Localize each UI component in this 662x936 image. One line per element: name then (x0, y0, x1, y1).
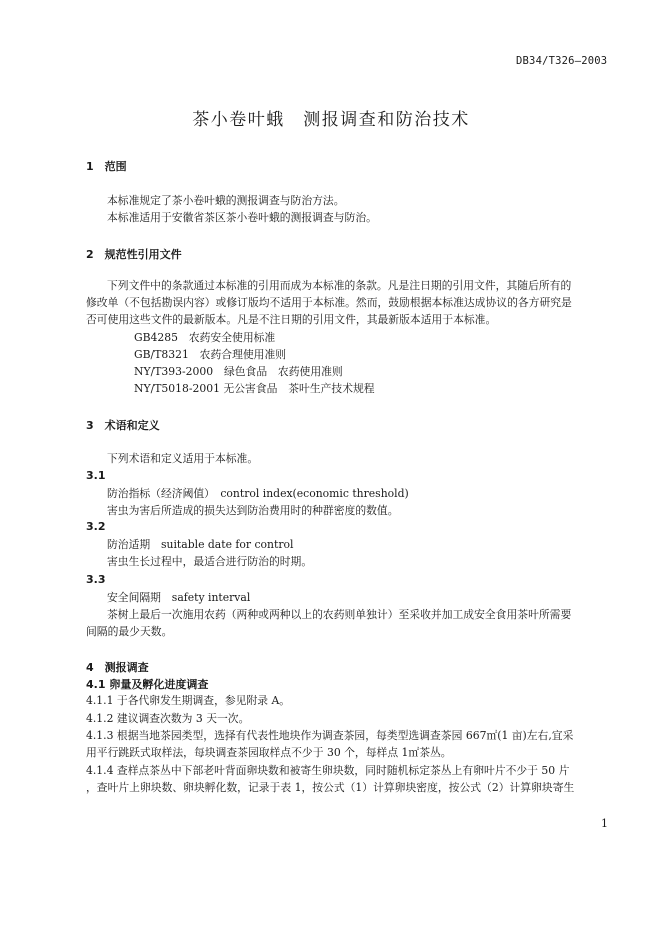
subsection-heading: 4.1 卵量及孵化进度调查 (86, 678, 209, 691)
term-number: 3.2 (86, 520, 106, 533)
clause-line: 4.1.2 建议调查次数为 3 天一次。 (86, 712, 250, 725)
section-1-line: 本标准适用于安徽省茶区茶小卷叶蛾的测报调查与防治。 (107, 211, 377, 224)
clause-line: 4.1.3 根据当地茶园类型，选择有代表性地块作为调查茶园，每类型选调查茶园 667㎡(1 亩)左右,宜采 (86, 729, 574, 742)
term-definition: 茶树上最后一次施用农药（两种或两种以上的农药则单独计）至采收并加工成安全食用茶叶所需要 (107, 608, 572, 621)
clause-line: 4.1.4 查样点茶丛中下部老叶背面卵块数和被寄生卵块数，同时随机标定茶丛上有卵叶片不少于 50 片 (86, 764, 570, 777)
section-4-heading: 4 测报调查 (86, 661, 149, 674)
section-2-para-line: 修改单（不包括勘误内容）或修订版均不适用于本标准。然而，鼓励根据本标准达成协议的各方研究是 (86, 296, 572, 309)
clause-line: 4.1.1 于各代卵发生期调查，参见附录 A。 (86, 694, 291, 707)
section-1-line: 本标准规定了茶小卷叶蛾的测报调查与防治方法。 (107, 194, 345, 207)
term-name: 安全间隔期 safety interval (107, 591, 251, 604)
reference-item: NY/T5018-2001 无公害食品 茶叶生产技术规程 (134, 382, 375, 395)
section-3-heading: 3 术语和定义 (86, 419, 160, 432)
reference-item: NY/T393-2000 绿色食品 农药使用准则 (134, 365, 343, 378)
section-2-para-line: 下列文件中的条款通过本标准的引用而成为本标准的条款。凡是注日期的引用文件，其随后所有的 (107, 279, 572, 292)
page-title: 茶小卷叶蛾 测报调查和防治技术 (192, 110, 470, 130)
page-number: 1 (601, 817, 608, 830)
section-1-heading: 1 范围 (86, 160, 127, 173)
document-id: DB34/T326—2003 (516, 55, 608, 67)
term-name: 防治适期 suitable date for control (107, 538, 294, 551)
section-2-para-line: 否可使用这些文件的最新版本。凡是不注日期的引用文件，其最新版本适用于本标准。 (86, 313, 497, 326)
reference-item: GB4285 农药安全使用标准 (134, 331, 276, 344)
clause-line: ，查叶片上卵块数、卵块孵化数，记录于表 1，按公式（1）计算卵块密度，按公式（2）计算卵块寄生 (86, 781, 575, 794)
term-name: 防治指标（经济阈值） control index(economic threshold) (107, 487, 409, 500)
clause-line: 用平行跳跃式取样法，每块调查茶园取样点不少于 30 个，每样点 1㎡茶丛。 (86, 746, 452, 759)
term-definition: 害虫为害后所造成的损失达到防治费用时的种群密度的数值。 (107, 504, 399, 517)
term-number: 3.3 (86, 573, 106, 586)
term-number: 3.1 (86, 469, 106, 482)
term-definition: 间隔的最少天数。 (86, 625, 173, 638)
reference-item: GB/T8321 农药合理使用准则 (134, 348, 287, 361)
term-definition: 害虫生长过程中，最适合进行防治的时期。 (107, 555, 313, 568)
section-3-intro: 下列术语和定义适用于本标准。 (107, 452, 259, 465)
section-2-heading: 2 规范性引用文件 (86, 248, 182, 261)
